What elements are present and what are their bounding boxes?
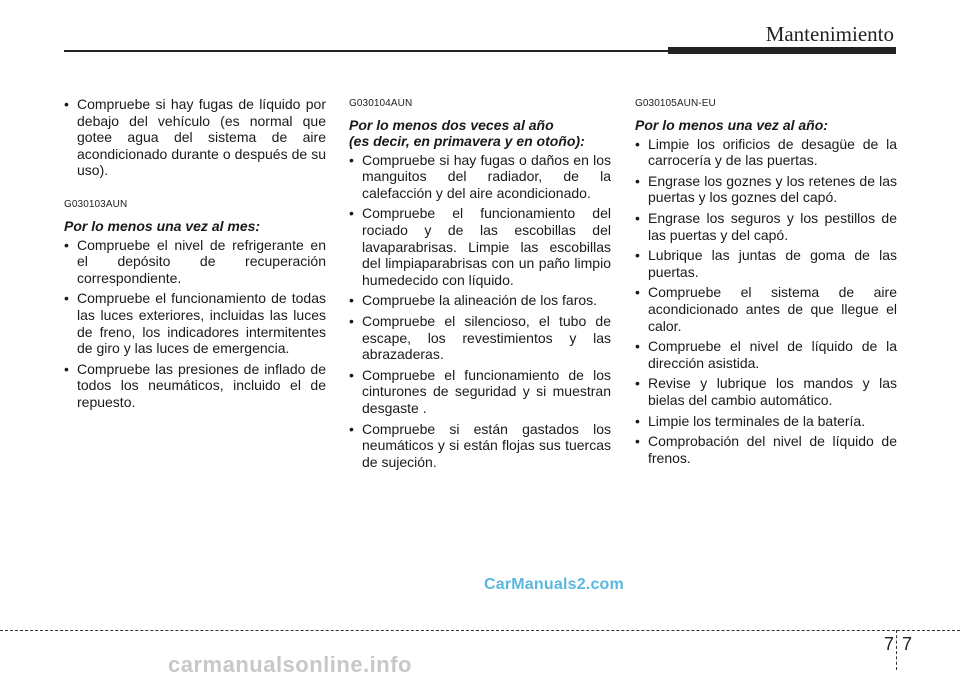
page-number: 7 [902, 634, 913, 654]
list-item: • Compruebe la alineación de los faros. [349, 292, 611, 309]
page-title: Mantenimiento [765, 22, 894, 46]
list-item: • Revise y lubrique los mandos y las bielas del cambio automático. [635, 375, 897, 408]
list-item: • Compruebe si hay fugas de líquido por debajo del vehículo (es normal que gotee agua del sistema de aire acondicionado durante o después de su uso). [64, 96, 326, 179]
bullet-list [635, 136, 897, 467]
page-number-divider [896, 630, 897, 670]
section-heading [349, 117, 611, 149]
section-heading-line: (es decir, en primavera y en otoño): [349, 132, 585, 149]
list-item: • Compruebe el nivel de líquido de la dirección asistida. [635, 338, 897, 371]
list-item: • Limpie los terminales de la batería. [635, 413, 897, 430]
section-code: G030105AUN-EU [635, 98, 716, 109]
list-item: • Compruebe las presiones de inflado de todos los neumáticos, incluido el de repuesto. [64, 361, 326, 411]
watermark-link[interactable]: CarManuals2.com [484, 576, 624, 593]
list-item: • Lubrique las juntas de goma de las puertas. [635, 247, 897, 280]
section-heading: Por lo menos una vez al mes: [64, 217, 261, 234]
list-item: • Compruebe si hay fugas o daños en los manguitos del radiador, de la calefacción y del aire acondicionado. [349, 152, 611, 202]
header-rule [64, 50, 670, 52]
section-code: G030103AUN [64, 198, 128, 210]
section-code: G030104AUN [349, 98, 413, 109]
list-item: • Compruebe el funcionamiento de los cinturones de seguridad y si muestran desgaste . [349, 367, 611, 417]
header-rule-accent [668, 47, 896, 54]
list-item: • Compruebe el funcionamiento del rociado y de las escobillas del lavaparabrisas. Limpie las escobillas del limpiaparabrisas con un paño limpio humedecido con líquido. [349, 205, 611, 288]
column-2 [349, 96, 611, 474]
column-1 [64, 96, 326, 415]
section-heading: Por lo menos una vez al año: [635, 116, 828, 133]
bullet-list [64, 96, 326, 179]
section-heading-line: Por lo menos dos veces al año [349, 116, 554, 133]
list-item: • Compruebe el sistema de aire acondicionado antes de que llegue el calor. [635, 284, 897, 334]
list-item: • Engrase los seguros y los pestillos de las puertas y del capó. [635, 210, 897, 243]
column-3 [635, 96, 897, 470]
footer-rule [0, 630, 960, 631]
list-item: • Engrase los goznes y los retenes de las puertas y los goznes del capó. [635, 173, 897, 206]
list-item: • Comprobación del nivel de líquido de frenos. [635, 433, 897, 466]
bullet-list [349, 152, 611, 471]
list-item: • Compruebe el nivel de refrigerante en el depósito de recuperación correspondiente. [64, 237, 326, 287]
bullet-list [64, 237, 326, 411]
list-item: • Compruebe si están gastados los neumáticos y si están flojas sus tuercas de sujeción. [349, 421, 611, 471]
chapter-number: 7 [884, 634, 895, 654]
list-item: • Compruebe el silencioso, el tubo de escape, los revestimientos y las abrazaderas. [349, 313, 611, 363]
list-item: • Limpie los orificios de desagüe de la carrocería y de las puertas. [635, 136, 897, 169]
list-item: • Compruebe el funcionamiento de todas las luces exteriores, incluidas las luces de freno, los indicadores intermitentes de giro y las luces de emergencia. [64, 290, 326, 356]
footer-watermark: carmanualsonline.info [168, 652, 412, 677]
